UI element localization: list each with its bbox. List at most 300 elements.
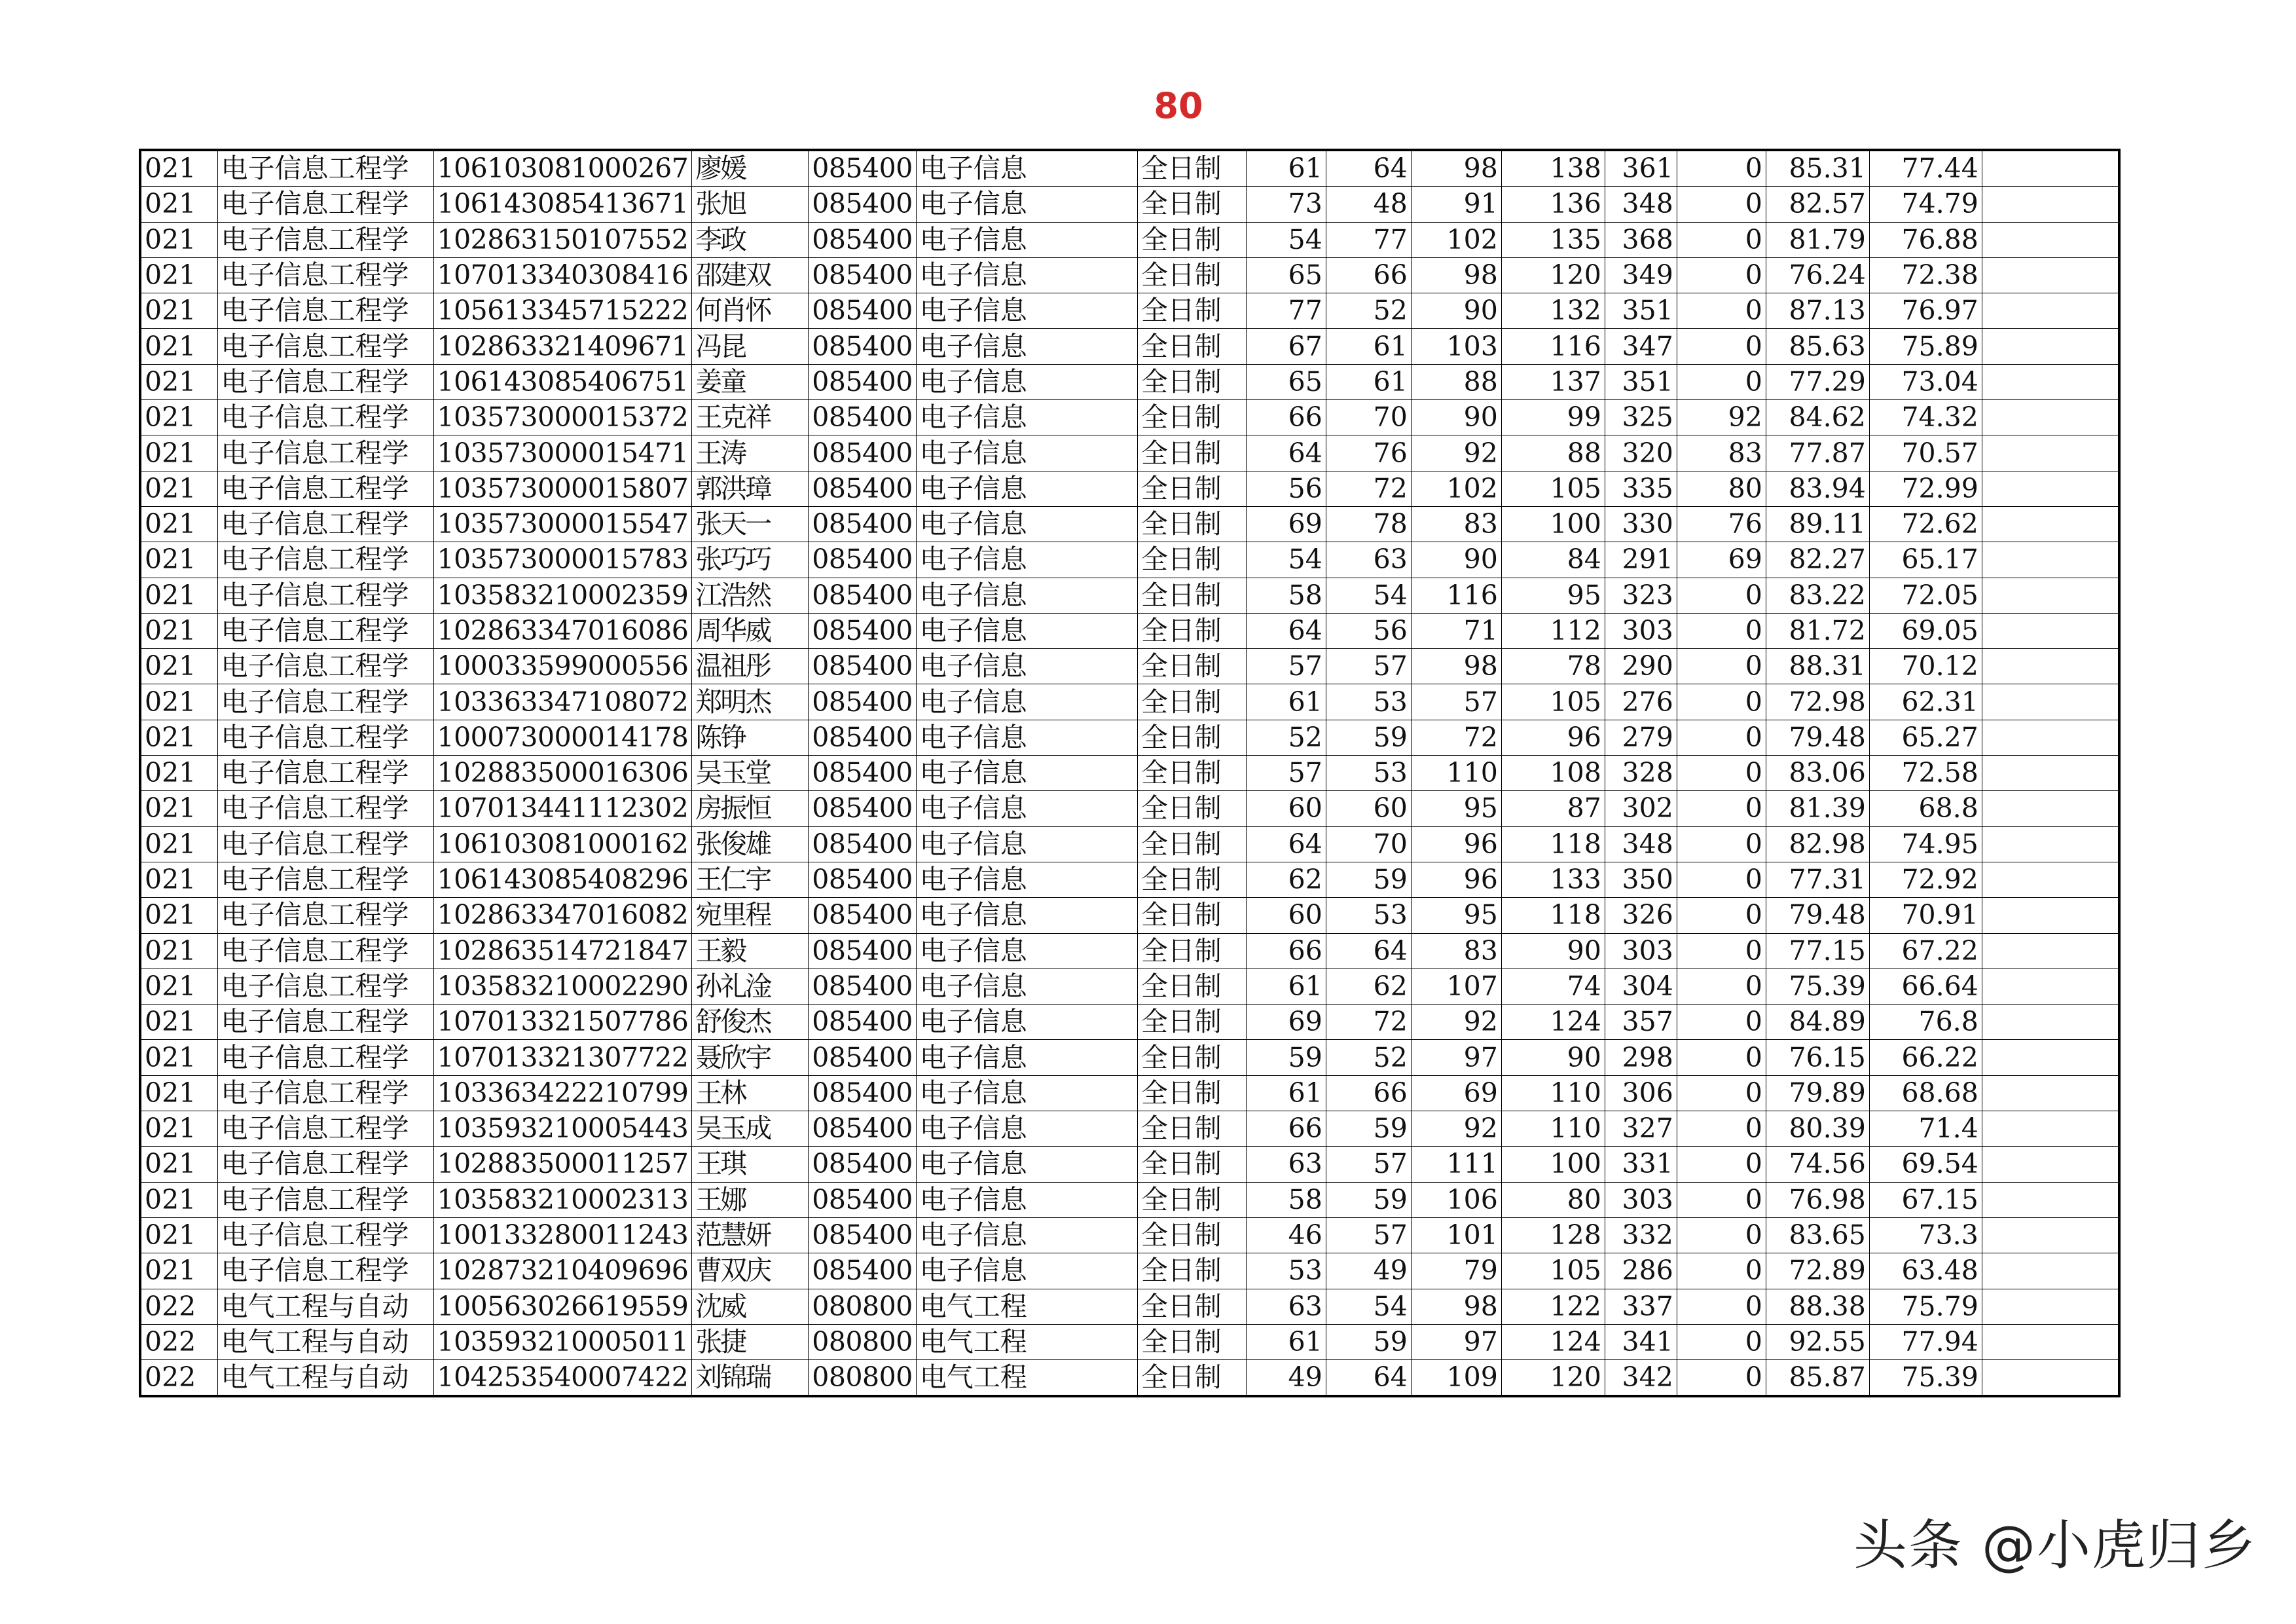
study-mode-cell: 全日制 xyxy=(1137,471,1246,506)
major-code-cell: 080800 xyxy=(809,1289,917,1324)
study-mode-cell: 全日制 xyxy=(1137,613,1246,648)
major-code-cell: 085400 xyxy=(809,1253,917,1289)
score-english-cell: 59 xyxy=(1326,862,1411,897)
major-code-cell: 085400 xyxy=(809,435,917,471)
blank-cell xyxy=(1982,826,2119,862)
score-english-cell: 72 xyxy=(1326,471,1411,506)
study-mode-cell: 全日制 xyxy=(1137,293,1246,329)
score-major-cell: 84 xyxy=(1501,542,1605,578)
dept-name-cell: 电子信息工程学 xyxy=(217,1217,433,1253)
exam-id-cell: 103573000015783 xyxy=(433,542,692,578)
final-score-cell: 70.57 xyxy=(1869,435,1982,471)
score-politics-cell: 61 xyxy=(1246,1324,1326,1359)
dept-name-cell: 电子信息工程学 xyxy=(217,435,433,471)
final-score-cell: 63.48 xyxy=(1869,1253,1982,1289)
blank-cell xyxy=(1982,150,2119,187)
retest-score-cell: 88.38 xyxy=(1766,1289,1869,1324)
score-politics-cell: 66 xyxy=(1246,400,1326,435)
dept-code-cell: 021 xyxy=(140,1111,217,1147)
score-table xyxy=(139,149,2121,1397)
dept-name-cell: 电子信息工程学 xyxy=(217,578,433,613)
exam-id-cell: 100133280011243 xyxy=(433,1217,692,1253)
score-math-cell: 71 xyxy=(1411,613,1501,648)
score-english-cell: 52 xyxy=(1326,293,1411,329)
major-code-cell: 085400 xyxy=(809,222,917,257)
final-score-cell: 74.32 xyxy=(1869,400,1982,435)
major-name-cell: 电子信息 xyxy=(916,506,1137,542)
exam-id-cell: 102863321409671 xyxy=(433,329,692,364)
dept-name-cell: 电子信息工程学 xyxy=(217,1111,433,1147)
major-code-cell: 085400 xyxy=(809,578,917,613)
table-row xyxy=(140,542,2119,578)
dept-name-cell: 电子信息工程学 xyxy=(217,1182,433,1217)
score-politics-cell: 60 xyxy=(1246,898,1326,933)
table-row xyxy=(140,613,2119,648)
major-name-cell: 电子信息 xyxy=(916,1111,1137,1147)
table-row xyxy=(140,1182,2119,1217)
score-math-cell: 96 xyxy=(1411,826,1501,862)
exam-id-cell: 102863347016082 xyxy=(433,898,692,933)
bonus-score-cell: 0 xyxy=(1677,1324,1766,1359)
score-english-cell: 70 xyxy=(1326,826,1411,862)
dept-name-cell: 电子信息工程学 xyxy=(217,293,433,329)
retest-score-cell: 81.72 xyxy=(1766,613,1869,648)
major-code-cell: 085400 xyxy=(809,1075,917,1111)
bonus-score-cell: 0 xyxy=(1677,933,1766,969)
retest-score-cell: 85.63 xyxy=(1766,329,1869,364)
dept-name-cell: 电子信息工程学 xyxy=(217,933,433,969)
score-table-wrapper xyxy=(139,149,2121,1397)
exam-id-cell: 103583210002290 xyxy=(433,969,692,1004)
table-row xyxy=(140,257,2119,293)
dept-name-cell: 电子信息工程学 xyxy=(217,222,433,257)
exam-id-cell: 102863514721847 xyxy=(433,933,692,969)
exam-id-cell: 103593210005011 xyxy=(433,1324,692,1359)
dept-name-cell: 电子信息工程学 xyxy=(217,649,433,684)
score-politics-cell: 65 xyxy=(1246,257,1326,293)
score-major-cell: 128 xyxy=(1501,1217,1605,1253)
bonus-score-cell: 0 xyxy=(1677,969,1766,1004)
score-total-cell: 342 xyxy=(1605,1360,1677,1397)
table-row xyxy=(140,435,2119,471)
exam-id-cell: 107013441112302 xyxy=(433,791,692,826)
score-total-cell: 349 xyxy=(1605,257,1677,293)
blank-cell xyxy=(1982,329,2119,364)
score-major-cell: 120 xyxy=(1501,257,1605,293)
score-total-cell: 368 xyxy=(1605,222,1677,257)
bonus-score-cell: 0 xyxy=(1677,293,1766,329)
score-english-cell: 72 xyxy=(1326,1005,1411,1040)
dept-name-cell: 电子信息工程学 xyxy=(217,862,433,897)
major-name-cell: 电子信息 xyxy=(916,898,1137,933)
score-politics-cell: 62 xyxy=(1246,862,1326,897)
exam-id-cell: 103583210002359 xyxy=(433,578,692,613)
exam-id-cell: 100033599000556 xyxy=(433,649,692,684)
dept-name-cell: 电气工程与自动 xyxy=(217,1289,433,1324)
bonus-score-cell: 0 xyxy=(1677,684,1766,720)
final-score-cell: 77.94 xyxy=(1869,1324,1982,1359)
major-code-cell: 085400 xyxy=(809,969,917,1004)
final-score-cell: 72.92 xyxy=(1869,862,1982,897)
score-politics-cell: 67 xyxy=(1246,329,1326,364)
major-name-cell: 电子信息 xyxy=(916,329,1137,364)
final-score-cell: 73.3 xyxy=(1869,1217,1982,1253)
student-name-cell: 张天一 xyxy=(692,506,809,542)
score-math-cell: 91 xyxy=(1411,187,1501,222)
score-politics-cell: 60 xyxy=(1246,791,1326,826)
final-score-cell: 69.05 xyxy=(1869,613,1982,648)
score-total-cell: 298 xyxy=(1605,1040,1677,1075)
score-politics-cell: 64 xyxy=(1246,613,1326,648)
score-major-cell: 132 xyxy=(1501,293,1605,329)
table-row xyxy=(140,1289,2119,1324)
dept-code-cell: 021 xyxy=(140,613,217,648)
blank-cell xyxy=(1982,293,2119,329)
table-row xyxy=(140,1005,2119,1040)
score-major-cell: 136 xyxy=(1501,187,1605,222)
major-name-cell: 电子信息 xyxy=(916,1217,1137,1253)
blank-cell xyxy=(1982,791,2119,826)
major-name-cell: 电子信息 xyxy=(916,1075,1137,1111)
score-major-cell: 74 xyxy=(1501,969,1605,1004)
retest-score-cell: 79.48 xyxy=(1766,720,1869,755)
score-major-cell: 100 xyxy=(1501,506,1605,542)
major-name-cell: 电气工程 xyxy=(916,1360,1137,1397)
major-code-cell: 085400 xyxy=(809,1217,917,1253)
retest-score-cell: 72.89 xyxy=(1766,1253,1869,1289)
bonus-score-cell: 80 xyxy=(1677,471,1766,506)
table-row xyxy=(140,364,2119,399)
blank-cell xyxy=(1982,1075,2119,1111)
score-politics-cell: 54 xyxy=(1246,542,1326,578)
score-math-cell: 92 xyxy=(1411,1005,1501,1040)
exam-id-cell: 103573000015807 xyxy=(433,471,692,506)
score-major-cell: 80 xyxy=(1501,1182,1605,1217)
table-row xyxy=(140,400,2119,435)
dept-code-cell: 021 xyxy=(140,1217,217,1253)
bonus-score-cell: 0 xyxy=(1677,1040,1766,1075)
score-math-cell: 98 xyxy=(1411,257,1501,293)
major-code-cell: 080800 xyxy=(809,1324,917,1359)
major-code-cell: 085400 xyxy=(809,898,917,933)
exam-id-cell: 103573000015547 xyxy=(433,506,692,542)
retest-score-cell: 81.39 xyxy=(1766,791,1869,826)
blank-cell xyxy=(1982,1005,2119,1040)
bonus-score-cell: 0 xyxy=(1677,1075,1766,1111)
score-math-cell: 90 xyxy=(1411,400,1501,435)
study-mode-cell: 全日制 xyxy=(1137,1075,1246,1111)
bonus-score-cell: 0 xyxy=(1677,720,1766,755)
score-english-cell: 48 xyxy=(1326,187,1411,222)
score-politics-cell: 61 xyxy=(1246,150,1326,187)
student-name-cell: 李政 xyxy=(692,222,809,257)
bonus-score-cell: 0 xyxy=(1677,756,1766,791)
major-name-cell: 电子信息 xyxy=(916,720,1137,755)
score-total-cell: 331 xyxy=(1605,1147,1677,1182)
bonus-score-cell: 0 xyxy=(1677,578,1766,613)
final-score-cell: 70.12 xyxy=(1869,649,1982,684)
dept-code-cell: 021 xyxy=(140,791,217,826)
final-score-cell: 68.68 xyxy=(1869,1075,1982,1111)
retest-score-cell: 85.31 xyxy=(1766,150,1869,187)
dept-code-cell: 022 xyxy=(140,1360,217,1397)
exam-id-cell: 106143085408296 xyxy=(433,862,692,897)
dept-code-cell: 021 xyxy=(140,1182,217,1217)
score-english-cell: 78 xyxy=(1326,506,1411,542)
score-math-cell: 107 xyxy=(1411,969,1501,1004)
blank-cell xyxy=(1982,506,2119,542)
score-english-cell: 64 xyxy=(1326,150,1411,187)
score-english-cell: 57 xyxy=(1326,1147,1411,1182)
blank-cell xyxy=(1982,1289,2119,1324)
final-score-cell: 69.54 xyxy=(1869,1147,1982,1182)
exam-id-cell: 103573000015372 xyxy=(433,400,692,435)
student-name-cell: 江浩然 xyxy=(692,578,809,613)
retest-score-cell: 77.29 xyxy=(1766,364,1869,399)
score-math-cell: 90 xyxy=(1411,293,1501,329)
exam-id-cell: 102883500011257 xyxy=(433,1147,692,1182)
study-mode-cell: 全日制 xyxy=(1137,1360,1246,1397)
final-score-cell: 62.31 xyxy=(1869,684,1982,720)
score-major-cell: 88 xyxy=(1501,435,1605,471)
bonus-score-cell: 0 xyxy=(1677,1253,1766,1289)
score-major-cell: 112 xyxy=(1501,613,1605,648)
bonus-score-cell: 0 xyxy=(1677,1147,1766,1182)
final-score-cell: 72.62 xyxy=(1869,506,1982,542)
retest-score-cell: 82.98 xyxy=(1766,826,1869,862)
table-row xyxy=(140,578,2119,613)
score-math-cell: 116 xyxy=(1411,578,1501,613)
dept-code-cell: 021 xyxy=(140,400,217,435)
dept-code-cell: 021 xyxy=(140,1147,217,1182)
study-mode-cell: 全日制 xyxy=(1137,329,1246,364)
student-name-cell: 陈铮 xyxy=(692,720,809,755)
major-code-cell: 085400 xyxy=(809,364,917,399)
student-name-cell: 王克祥 xyxy=(692,400,809,435)
score-total-cell: 351 xyxy=(1605,364,1677,399)
score-total-cell: 361 xyxy=(1605,150,1677,187)
score-math-cell: 95 xyxy=(1411,898,1501,933)
score-major-cell: 124 xyxy=(1501,1005,1605,1040)
score-politics-cell: 46 xyxy=(1246,1217,1326,1253)
study-mode-cell: 全日制 xyxy=(1137,720,1246,755)
student-name-cell: 张巧巧 xyxy=(692,542,809,578)
major-code-cell: 085400 xyxy=(809,1040,917,1075)
major-code-cell: 085400 xyxy=(809,542,917,578)
major-name-cell: 电子信息 xyxy=(916,791,1137,826)
major-name-cell: 电气工程 xyxy=(916,1324,1137,1359)
retest-score-cell: 81.79 xyxy=(1766,222,1869,257)
student-name-cell: 宛里程 xyxy=(692,898,809,933)
major-name-cell: 电子信息 xyxy=(916,222,1137,257)
blank-cell xyxy=(1982,222,2119,257)
score-math-cell: 98 xyxy=(1411,150,1501,187)
student-name-cell: 郑明杰 xyxy=(692,684,809,720)
retest-score-cell: 79.48 xyxy=(1766,898,1869,933)
table-row xyxy=(140,791,2119,826)
student-name-cell: 张捷 xyxy=(692,1324,809,1359)
table-row xyxy=(140,1324,2119,1359)
exam-id-cell: 103573000015471 xyxy=(433,435,692,471)
final-score-cell: 66.22 xyxy=(1869,1040,1982,1075)
dept-code-cell: 021 xyxy=(140,1075,217,1111)
dept-code-cell: 021 xyxy=(140,506,217,542)
major-name-cell: 电子信息 xyxy=(916,257,1137,293)
exam-id-cell: 107013321507786 xyxy=(433,1005,692,1040)
retest-score-cell: 84.89 xyxy=(1766,1005,1869,1040)
score-total-cell: 306 xyxy=(1605,1075,1677,1111)
dept-name-cell: 电子信息工程学 xyxy=(217,364,433,399)
score-math-cell: 97 xyxy=(1411,1040,1501,1075)
score-english-cell: 61 xyxy=(1326,329,1411,364)
blank-cell xyxy=(1982,969,2119,1004)
major-name-cell: 电子信息 xyxy=(916,684,1137,720)
study-mode-cell: 全日制 xyxy=(1137,1253,1246,1289)
major-name-cell: 电子信息 xyxy=(916,826,1137,862)
table-row xyxy=(140,969,2119,1004)
dept-name-cell: 电子信息工程学 xyxy=(217,898,433,933)
score-english-cell: 66 xyxy=(1326,257,1411,293)
score-major-cell: 122 xyxy=(1501,1289,1605,1324)
score-total-cell: 330 xyxy=(1605,506,1677,542)
table-row xyxy=(140,684,2119,720)
dept-code-cell: 021 xyxy=(140,364,217,399)
table-row xyxy=(140,826,2119,862)
major-code-cell: 085400 xyxy=(809,684,917,720)
score-politics-cell: 57 xyxy=(1246,756,1326,791)
score-politics-cell: 53 xyxy=(1246,1253,1326,1289)
student-name-cell: 何肖怀 xyxy=(692,293,809,329)
retest-score-cell: 83.94 xyxy=(1766,471,1869,506)
student-name-cell: 邵建双 xyxy=(692,257,809,293)
study-mode-cell: 全日制 xyxy=(1137,791,1246,826)
score-english-cell: 61 xyxy=(1326,364,1411,399)
score-politics-cell: 73 xyxy=(1246,187,1326,222)
exam-id-cell: 103363422210799 xyxy=(433,1075,692,1111)
retest-score-cell: 87.13 xyxy=(1766,293,1869,329)
student-name-cell: 张旭 xyxy=(692,187,809,222)
score-total-cell: 326 xyxy=(1605,898,1677,933)
score-major-cell: 78 xyxy=(1501,649,1605,684)
dept-name-cell: 电子信息工程学 xyxy=(217,542,433,578)
score-math-cell: 83 xyxy=(1411,933,1501,969)
final-score-cell: 66.64 xyxy=(1869,969,1982,1004)
exam-id-cell: 103583210002313 xyxy=(433,1182,692,1217)
student-name-cell: 王娜 xyxy=(692,1182,809,1217)
exam-id-cell: 100073000014178 xyxy=(433,720,692,755)
score-english-cell: 62 xyxy=(1326,969,1411,1004)
score-politics-cell: 56 xyxy=(1246,471,1326,506)
retest-score-cell: 76.98 xyxy=(1766,1182,1869,1217)
score-total-cell: 350 xyxy=(1605,862,1677,897)
dept-code-cell: 021 xyxy=(140,969,217,1004)
retest-score-cell: 77.31 xyxy=(1766,862,1869,897)
student-name-cell: 吴玉堂 xyxy=(692,756,809,791)
score-total-cell: 325 xyxy=(1605,400,1677,435)
study-mode-cell: 全日制 xyxy=(1137,826,1246,862)
table-row xyxy=(140,1253,2119,1289)
score-math-cell: 103 xyxy=(1411,329,1501,364)
retest-score-cell: 79.89 xyxy=(1766,1075,1869,1111)
score-total-cell: 279 xyxy=(1605,720,1677,755)
score-major-cell: 90 xyxy=(1501,1040,1605,1075)
dept-code-cell: 021 xyxy=(140,1253,217,1289)
score-major-cell: 138 xyxy=(1501,150,1605,187)
score-major-cell: 118 xyxy=(1501,826,1605,862)
score-politics-cell: 58 xyxy=(1246,578,1326,613)
student-name-cell: 王林 xyxy=(692,1075,809,1111)
exam-id-cell: 102883500016306 xyxy=(433,756,692,791)
score-politics-cell: 63 xyxy=(1246,1147,1326,1182)
study-mode-cell: 全日制 xyxy=(1137,1111,1246,1147)
score-politics-cell: 77 xyxy=(1246,293,1326,329)
score-politics-cell: 69 xyxy=(1246,506,1326,542)
dept-code-cell: 021 xyxy=(140,329,217,364)
major-code-cell: 085400 xyxy=(809,826,917,862)
bonus-score-cell: 0 xyxy=(1677,1289,1766,1324)
score-total-cell: 291 xyxy=(1605,542,1677,578)
score-english-cell: 56 xyxy=(1326,613,1411,648)
study-mode-cell: 全日制 xyxy=(1137,1182,1246,1217)
table-row xyxy=(140,471,2119,506)
major-name-cell: 电子信息 xyxy=(916,187,1137,222)
student-name-cell: 王涛 xyxy=(692,435,809,471)
dept-code-cell: 021 xyxy=(140,222,217,257)
table-row xyxy=(140,506,2119,542)
score-math-cell: 69 xyxy=(1411,1075,1501,1111)
blank-cell xyxy=(1982,187,2119,222)
bonus-score-cell: 76 xyxy=(1677,506,1766,542)
dept-name-cell: 电子信息工程学 xyxy=(217,1147,433,1182)
major-code-cell: 085400 xyxy=(809,756,917,791)
retest-score-cell: 83.65 xyxy=(1766,1217,1869,1253)
dept-name-cell: 电子信息工程学 xyxy=(217,329,433,364)
table-row xyxy=(140,329,2119,364)
dept-name-cell: 电子信息工程学 xyxy=(217,1253,433,1289)
blank-cell xyxy=(1982,1217,2119,1253)
major-name-cell: 电子信息 xyxy=(916,969,1137,1004)
retest-score-cell: 75.39 xyxy=(1766,969,1869,1004)
exam-id-cell: 103593210005443 xyxy=(433,1111,692,1147)
score-math-cell: 95 xyxy=(1411,791,1501,826)
table-row xyxy=(140,1040,2119,1075)
table-row xyxy=(140,933,2119,969)
major-code-cell: 085400 xyxy=(809,293,917,329)
study-mode-cell: 全日制 xyxy=(1137,1289,1246,1324)
bonus-score-cell: 0 xyxy=(1677,791,1766,826)
score-total-cell: 348 xyxy=(1605,187,1677,222)
exam-id-cell: 102863150107552 xyxy=(433,222,692,257)
score-major-cell: 116 xyxy=(1501,329,1605,364)
dept-code-cell: 021 xyxy=(140,293,217,329)
student-name-cell: 舒俊杰 xyxy=(692,1005,809,1040)
table-row xyxy=(140,756,2119,791)
student-name-cell: 范慧妍 xyxy=(692,1217,809,1253)
score-major-cell: 105 xyxy=(1501,471,1605,506)
student-name-cell: 吴玉成 xyxy=(692,1111,809,1147)
table-row xyxy=(140,1217,2119,1253)
score-math-cell: 106 xyxy=(1411,1182,1501,1217)
score-major-cell: 90 xyxy=(1501,933,1605,969)
dept-name-cell: 电子信息工程学 xyxy=(217,826,433,862)
dept-name-cell: 电子信息工程学 xyxy=(217,150,433,187)
table-row xyxy=(140,1360,2119,1397)
retest-score-cell: 72.98 xyxy=(1766,684,1869,720)
final-score-cell: 71.4 xyxy=(1869,1111,1982,1147)
final-score-cell: 75.79 xyxy=(1869,1289,1982,1324)
final-score-cell: 74.95 xyxy=(1869,826,1982,862)
blank-cell xyxy=(1982,364,2119,399)
